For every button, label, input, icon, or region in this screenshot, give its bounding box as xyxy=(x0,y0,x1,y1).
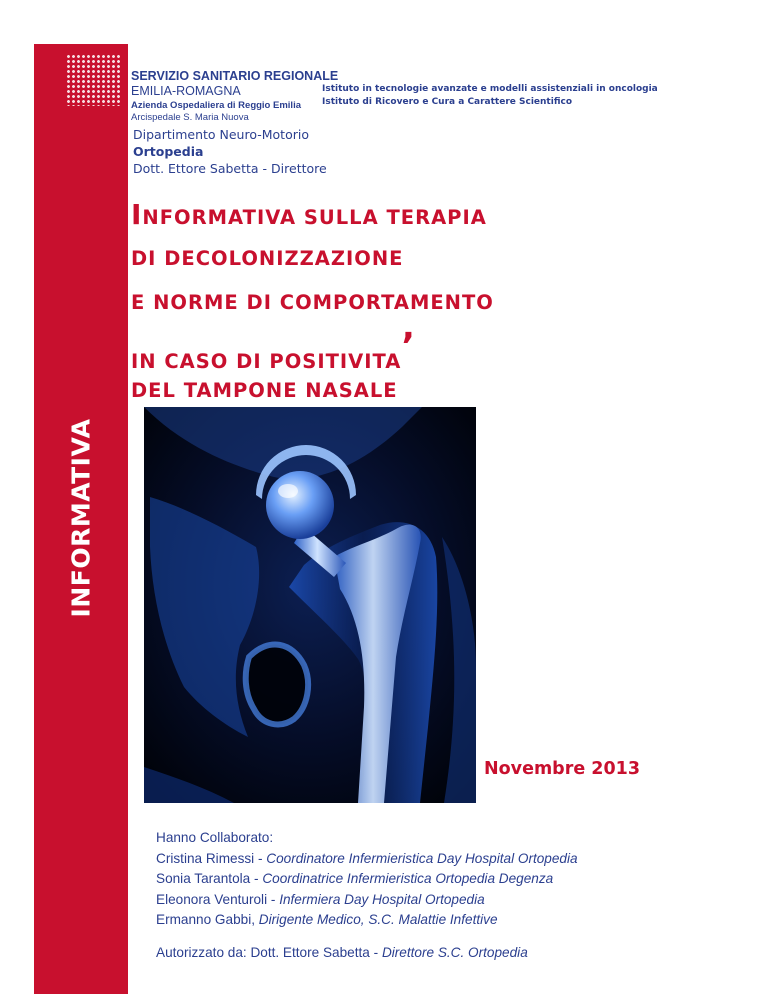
regional-logo-dots xyxy=(66,54,120,106)
collaborator-name: Ermanno Gabbi, xyxy=(156,912,259,927)
authorization-line xyxy=(156,945,528,960)
collaborator-row xyxy=(156,849,578,870)
irccs-line-2: Istituto di Ricovero e Cura a Carattere Scientifico xyxy=(322,96,573,107)
collaborator-name: Eleonora Venturoli - xyxy=(156,891,280,907)
collaborator-role: Infermiera Day Hospital Ortopedia xyxy=(279,891,485,907)
collaborator-role: Coordinatore Infermieristica Day Hospital Ortopedia xyxy=(266,850,578,866)
title-initial: I xyxy=(131,198,143,231)
department-block xyxy=(133,126,327,177)
collaborator-role: Dirigente Medico, S.C. Malattie Infettive xyxy=(258,912,498,927)
title-line-5: DEL TAMPONE NASALE xyxy=(131,379,398,402)
organization-block xyxy=(131,69,338,111)
collaborator-role: Coordinatrice Infermieristica Ortopedia Degenza xyxy=(262,871,554,886)
collaborators-heading: Hanno Collaborato: xyxy=(156,830,274,845)
document-title xyxy=(131,195,494,415)
department-name: Dipartimento Neuro-Motorio xyxy=(133,127,309,142)
collaborator-row xyxy=(156,890,578,911)
authorization-prefix: Autorizzato da: Dott. Ettore Sabetta - xyxy=(156,945,382,960)
collaborator-name: Sonia Tarantola - xyxy=(156,871,263,886)
irccs-block xyxy=(322,83,658,108)
title-line-3: E NORME DI COMPORTAMENTO xyxy=(131,291,494,314)
sidebar-label: INFORMATIVA xyxy=(66,418,96,618)
collaborator-name: Cristina Rimessi - xyxy=(156,850,267,866)
unit-name: Ortopedia xyxy=(133,144,204,159)
title-line-1-rest: NFORMATIVA SULLA TERAPIA xyxy=(142,206,487,229)
publication-date: Novembre 2013 xyxy=(484,759,641,779)
org-line-2: EMILIA-ROMAGNA xyxy=(131,84,241,99)
collaborator-row xyxy=(156,869,578,890)
title-line-4-text: IN CASO DI POSITIVITA xyxy=(131,350,402,373)
hip-prosthesis-xray-image xyxy=(144,407,476,803)
org-line-1: SERVIZIO SANITARIO REGIONALE xyxy=(131,69,339,83)
title-line-1 xyxy=(131,195,494,239)
collaborators-block xyxy=(156,828,578,931)
irccs-line-1: Istituto in tecnologie avanzate e modelli assistenziali in oncologia xyxy=(322,84,658,94)
collaborator-row xyxy=(156,910,578,931)
director-line: Dott. Ettore Sabetta - Direttore xyxy=(133,161,327,176)
org-line-3: Azienda Ospedaliera di Reggio Emilia xyxy=(131,99,301,111)
hospital-name: Arcispedale S. Maria Nuova xyxy=(131,112,249,123)
title-line-2: DI DECOLONIZZAZIONE xyxy=(131,247,404,270)
authorization-role: Direttore S.C. Ortopedia xyxy=(381,945,528,960)
title-line-4 xyxy=(131,327,494,371)
title-apostrophe: ’ xyxy=(401,326,417,367)
